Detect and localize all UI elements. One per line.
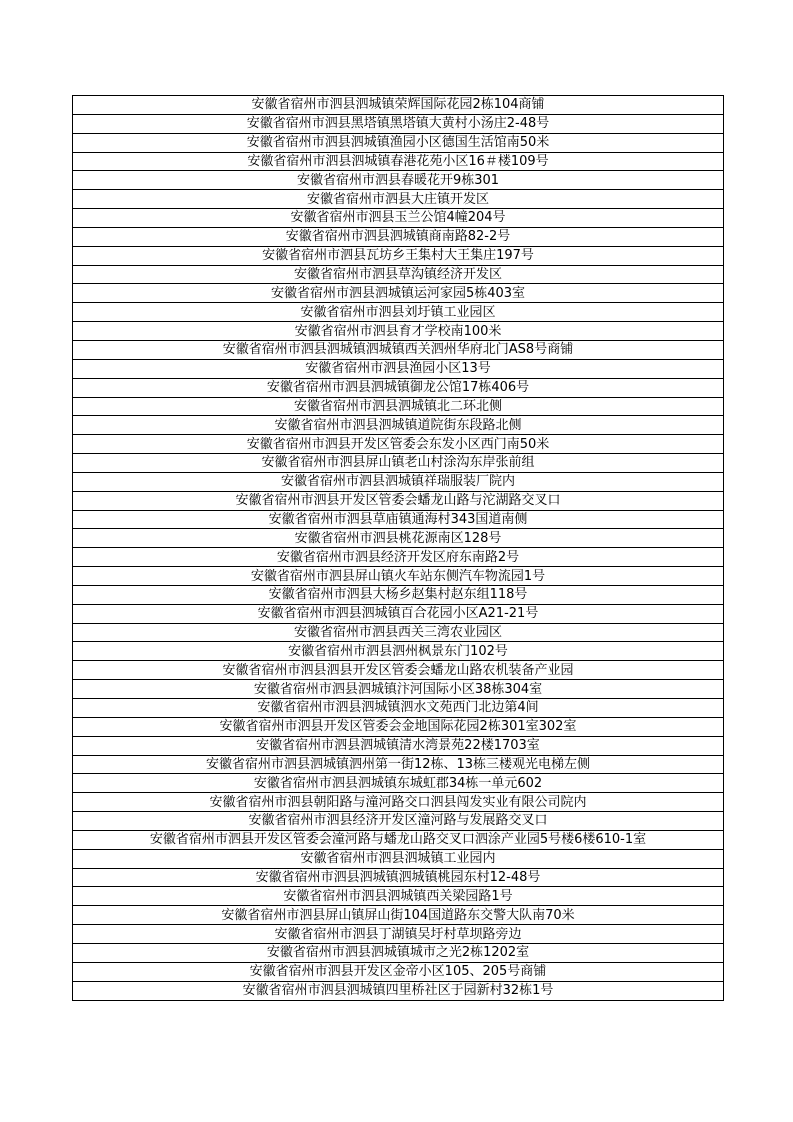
address-row: 安徽省宿州市泗县开发区管委会潼河路与蟠龙山路交叉口泗涂产业园5号楼6楼610-1室 [73,830,723,849]
address-row: 安徽省宿州市泗县草庙镇通海村343国道南侧 [73,510,723,529]
address-row: 安徽省宿州市泗县屏山镇火车站东侧汽车物流园1号 [73,566,723,585]
address-row: 安徽省宿州市泗县泗城镇泗城镇西关泗州华府北门AS8号商铺 [73,340,723,359]
address-row: 安徽省宿州市泗县开发区金帝小区105、205号商铺 [73,962,723,981]
address-row: 安徽省宿州市泗县泗城镇渔园小区德国生活馆南50米 [73,133,723,152]
address-row: 安徽省宿州市泗县草沟镇经济开发区 [73,265,723,284]
address-row: 安徽省宿州市泗县泗县开发区管委会蟠龙山路农机装备产业园 [73,660,723,679]
address-row: 安徽省宿州市泗县大杨乡赵集村赵东组118号 [73,585,723,604]
address-row: 安徽省宿州市泗县朝阳路与潼河路交口泗县闯发实业有限公司院内 [73,792,723,811]
address-row: 安徽省宿州市泗县泗城镇北二环北侧 [73,397,723,416]
address-row: 安徽省宿州市泗县经济开发区潼河路与发展路交叉口 [73,811,723,830]
address-row: 安徽省宿州市泗县泗城镇东城虹郡34栋一单元602 [73,773,723,792]
address-row: 安徽省宿州市泗县西关三湾农业园区 [73,623,723,642]
address-row: 安徽省宿州市泗县开发区管委会东发小区西门南50米 [73,434,723,453]
address-row: 安徽省宿州市泗县春暖花开9栋301 [73,170,723,189]
address-row: 安徽省宿州市泗县刘圩镇工业园区 [73,302,723,321]
address-row: 安徽省宿州市泗县泗城镇运河家园5栋403室 [73,283,723,302]
address-row: 安徽省宿州市泗县屏山镇老山村涂沟东岸张前组 [73,453,723,472]
address-row: 安徽省宿州市泗县育才学校南100米 [73,321,723,340]
address-row: 安徽省宿州市泗县泗城镇泗城镇桃园东村12-48号 [73,868,723,887]
address-row: 安徽省宿州市泗县泗城镇汴河国际小区38栋304室 [73,679,723,698]
address-row: 安徽省宿州市泗县泗城镇百合花园小区A21-21号 [73,604,723,623]
address-row: 安徽省宿州市泗县泗城镇商南路82-2号 [73,227,723,246]
address-row: 安徽省宿州市泗县泗城镇泗州第一街12栋、13栋三楼观光电梯左侧 [73,755,723,774]
address-row: 安徽省宿州市泗县经济开发区府东南路2号 [73,547,723,566]
address-row: 安徽省宿州市泗县大庄镇开发区 [73,189,723,208]
address-row: 安徽省宿州市泗县屏山镇屏山街104国道路东交警大队南70米 [73,905,723,924]
address-row: 安徽省宿州市泗县泗城镇道院街东段路北侧 [73,415,723,434]
address-row: 安徽省宿州市泗县开发区管委会金地国际花园2栋301室302室 [73,717,723,736]
address-row: 安徽省宿州市泗县泗城镇城市之光2栋1202室 [73,943,723,962]
address-table [72,95,724,1001]
address-row: 安徽省宿州市泗县泗城镇荣辉国际花园2栋104商铺 [73,95,723,114]
address-row: 安徽省宿州市泗县瓦坊乡王集村大王集庄197号 [73,246,723,265]
address-row: 安徽省宿州市泗县泗城镇工业园内 [73,849,723,868]
address-row: 安徽省宿州市泗县泗城镇御龙公馆17栋406号 [73,378,723,397]
address-row: 安徽省宿州市泗县泗城镇泗水文苑西门北边第4间 [73,698,723,717]
address-row: 安徽省宿州市泗县黑塔镇黑塔镇大黄村小汤庄2-48号 [73,114,723,133]
address-row: 安徽省宿州市泗县渔园小区13号 [73,359,723,378]
address-row: 安徽省宿州市泗县泗城镇四里桥社区于园新村32栋1号 [73,981,723,1000]
address-row: 安徽省宿州市泗县泗城镇清水湾景苑22楼1703室 [73,736,723,755]
address-row: 安徽省宿州市泗县泗城镇西关梁园路1号 [73,886,723,905]
address-row: 安徽省宿州市泗县丁湖镇吴圩村草坝路旁边 [73,924,723,943]
address-row: 安徽省宿州市泗县桃花源南区128号 [73,528,723,547]
address-row: 安徽省宿州市泗县泗州枫景东门102号 [73,641,723,660]
address-row: 安徽省宿州市泗县玉兰公馆4幢204号 [73,208,723,227]
address-row: 安徽省宿州市泗县泗城镇春港花苑小区16＃楼109号 [73,152,723,171]
address-row: 安徽省宿州市泗县泗城镇祥瑞服装厂院内 [73,472,723,491]
address-row: 安徽省宿州市泗县开发区管委会蟠龙山路与沱湖路交叉口 [73,491,723,510]
